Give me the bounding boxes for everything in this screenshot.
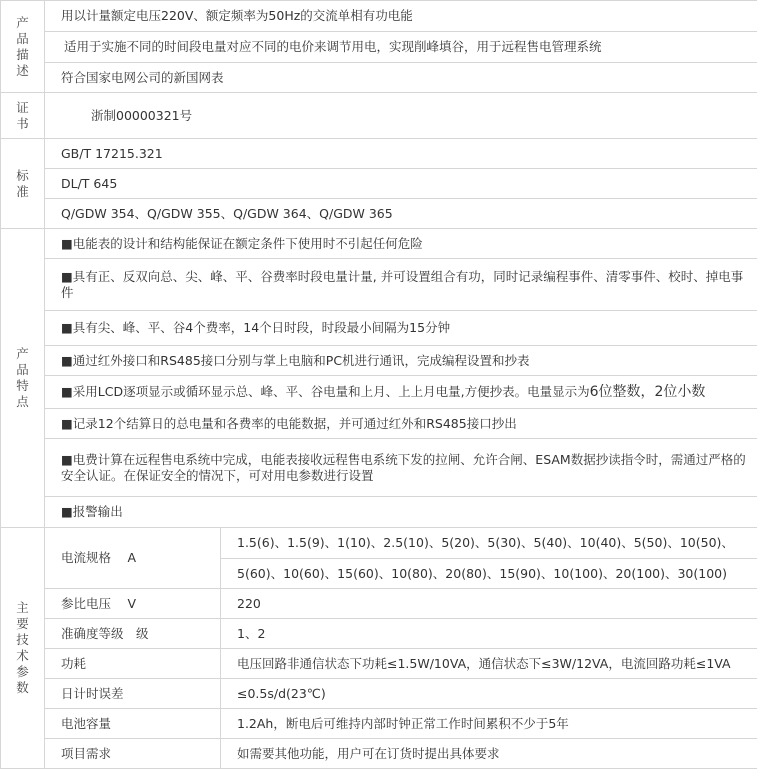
tech-param-value: 如需要其他功能，用户可在订货时提出具体要求 xyxy=(221,739,757,769)
tech-param-value: 1、2 xyxy=(221,619,757,649)
tech-param-value: 5(60)、10(60)、15(60)、10(80)、20(80)、15(90)、10(100)、20(100)、30(100) xyxy=(221,559,757,589)
feature-row: ■具有尖、峰、平、谷4个费率，14个日时段，时段最小间隔为15分钟 xyxy=(45,311,757,346)
table-row xyxy=(1,649,757,679)
table-row xyxy=(1,739,757,769)
feature-row: ■具有正、反双向总、尖、峰、平、谷费率时段电量计量, 并可设置组合有功，同时记录编程事件、清零事件、校时、掉电事件 xyxy=(45,259,757,311)
table-row xyxy=(1,63,757,93)
feature-row: ■报警输出 xyxy=(45,497,757,528)
table-row xyxy=(1,93,757,139)
description-row: 适用于实施不同的时间段电量对应不同的电价来调节用电，实现削峰填谷，用于远程售电管理系统 xyxy=(45,32,757,63)
table-row xyxy=(1,229,757,259)
table-row xyxy=(1,199,757,229)
table-row xyxy=(1,528,757,559)
standard-row: DL/T 645 xyxy=(45,169,757,199)
table-row xyxy=(1,346,757,376)
feature-row: ■电能表的设计和结构能保证在额定条件下使用时不引起任何危险 xyxy=(45,229,757,259)
feature-row: ■电费计算在远程售电系统中完成，电能表接收远程售电系统下发的拉闸、允许合闸、ESAM数据抄读指令时，需通过严格的安全认证。在保证安全的情况下，可对用电参数进行设置 xyxy=(45,439,757,497)
tech-param-name: 电池容量 xyxy=(45,709,221,739)
table-row xyxy=(1,32,757,63)
tech-param-value: 220 xyxy=(221,589,757,619)
tech-label: 主要技术参数 xyxy=(1,528,45,769)
description-label: 产品描述 xyxy=(1,1,45,93)
tech-param-name: 参比电压 V xyxy=(45,589,221,619)
tech-param-name: 日计时误差 xyxy=(45,679,221,709)
tech-param-name: 电流规格 A xyxy=(45,528,221,589)
standard-row: GB/T 17215.321 xyxy=(45,139,757,169)
table-row xyxy=(1,169,757,199)
table-row xyxy=(1,259,757,311)
tech-param-value: ≤0.5s/d(23℃) xyxy=(221,679,757,709)
tech-param-name: 项目需求 xyxy=(45,739,221,769)
description-row: 用以计量额定电压220V、额定频率为50Hz的交流单相有功电能 xyxy=(45,1,757,32)
table-row xyxy=(1,1,757,32)
table-row xyxy=(1,139,757,169)
tech-param-name: 功耗 xyxy=(45,649,221,679)
standards-label: 标准 xyxy=(1,139,45,229)
feature-text: ■采用LCD逐项显示或循环显示总、峰、平、谷电量和上月、上上月电量,方便抄表。电量显示为 xyxy=(61,384,590,399)
certificate-value: 浙制00000321号 xyxy=(45,93,757,139)
tech-param-value: 1.2Ah，断电后可维持内部时钟正常工作时间累积不少于5年 xyxy=(221,709,757,739)
table-row xyxy=(1,439,757,497)
tech-param-value: 电压回路非通信状态下功耗≤1.5W/10VA，通信状态下≤3W/12VA，电流回路功耗≤1VA xyxy=(221,649,757,679)
table-row xyxy=(1,709,757,739)
feature-row: ■通过红外接口和RS485接口分别与掌上电脑和PC机进行通讯，完成编程设置和抄表 xyxy=(45,346,757,376)
table-row xyxy=(1,376,757,409)
table-row xyxy=(1,679,757,709)
feature-highlight: 6位整数，2位小数 xyxy=(590,384,706,400)
feature-row: ■记录12个结算日的总电量和各费率的电能数据，并可通过红外和RS485接口抄出 xyxy=(45,409,757,439)
certificate-label: 证书 xyxy=(1,93,45,139)
table-row xyxy=(1,409,757,439)
tech-param-name: 准确度等级 级 xyxy=(45,619,221,649)
table-row xyxy=(1,311,757,346)
table-row xyxy=(1,619,757,649)
standard-row: Q/GDW 354、Q/GDW 355、Q/GDW 364、Q/GDW 365 xyxy=(45,199,757,229)
table-row xyxy=(1,497,757,528)
description-row: 符合国家电网公司的新国网表 xyxy=(45,63,757,93)
tech-param-value: 1.5(6)、1.5(9)、1(10)、2.5(10)、5(20)、5(30)、5(40)、10(40)、5(50)、10(50)、 xyxy=(221,528,757,559)
table-row xyxy=(1,589,757,619)
feature-row xyxy=(45,376,757,409)
features-label: 产品特点 xyxy=(1,229,45,528)
